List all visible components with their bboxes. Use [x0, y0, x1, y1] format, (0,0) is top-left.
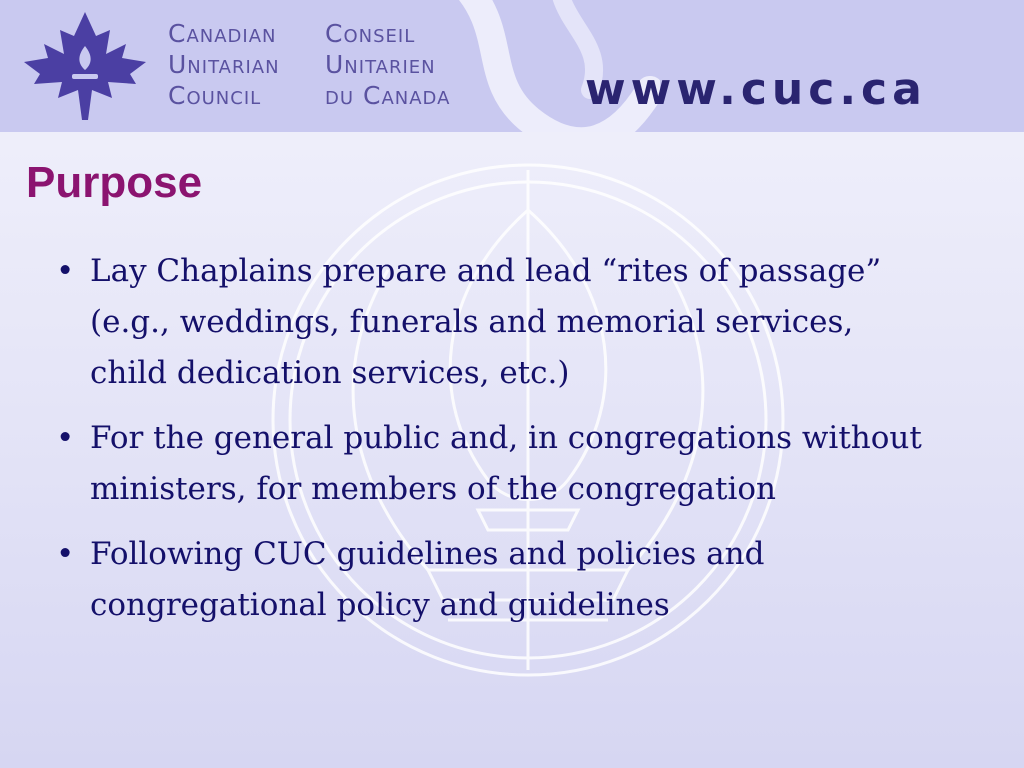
website-url: www.cuc.ca: [585, 64, 927, 115]
bullet-list: [56, 246, 936, 645]
org-name-french: [325, 18, 450, 111]
bullet-text-3: Following CUC guidelines and policies and congregational policy and guidelines: [90, 536, 765, 623]
bullet-text-1: Lay Chaplains prepare and lead “rites of passage” (e.g., weddings, funerals and memorial services, child dedication services, etc.): [90, 253, 882, 391]
bullet-marker: •: [56, 420, 75, 456]
bullet-marker: •: [56, 253, 75, 289]
slide-title: Purpose: [26, 158, 203, 207]
bullet-item-3: [56, 529, 936, 631]
org-name-fr-line-2: Unitarien: [325, 50, 436, 79]
org-name-en-line-1: Canadian: [168, 19, 277, 48]
org-name-fr-line-1: Conseil: [325, 19, 416, 48]
org-name-english: [168, 18, 280, 111]
org-name-en-line-3: Council: [168, 81, 262, 110]
bullet-item-2: [56, 413, 936, 515]
bullet-item-1: [56, 246, 936, 399]
header-banner: [0, 0, 1024, 132]
org-name-en-line-2: Unitarian: [168, 50, 280, 79]
maple-leaf-chalice-icon: [22, 10, 148, 122]
org-name-fr-line-3: du Canada: [325, 81, 451, 110]
bullet-marker: •: [56, 536, 75, 572]
bullet-text-2: For the general public and, in congregations without ministers, for members of the congregation: [90, 420, 922, 507]
